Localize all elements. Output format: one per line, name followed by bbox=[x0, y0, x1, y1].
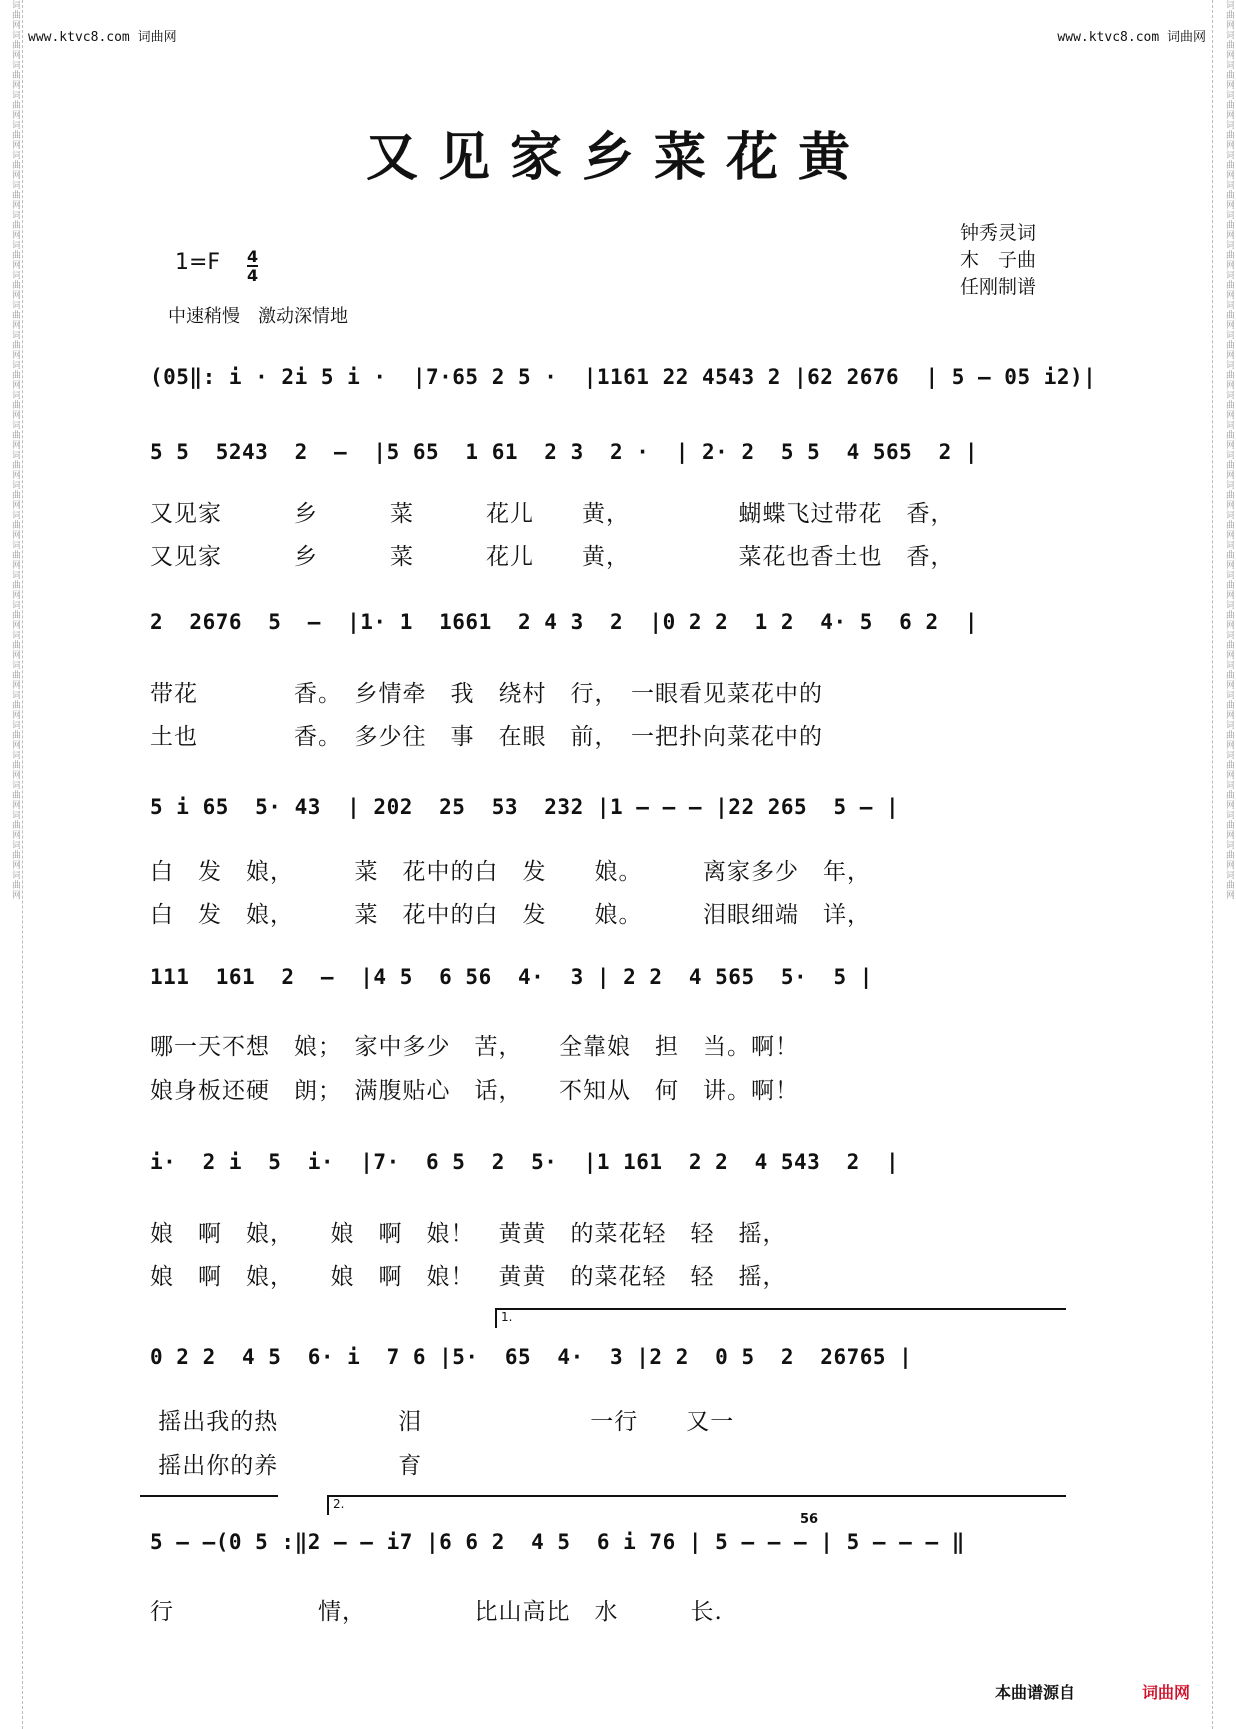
first-ending-bracket: 1. bbox=[495, 1308, 1066, 1328]
lyric-row-2-verse-1: 又见家 乡 菜 花儿 黄， 蝴蝶飞过带花 香， bbox=[150, 501, 955, 527]
site-label-left: www.ktvc8.com 词曲网 bbox=[28, 30, 177, 45]
composer-credit: 木 子曲 bbox=[959, 249, 1036, 271]
tempo-marking: 中速稍慢 激动深情地 bbox=[168, 306, 348, 327]
notation-row-1: (05‖: i · 2i 5 i · |7·65 2 5 · |1161 22 4543 2 |62 2676 | 5 – 05 i2)| bbox=[150, 365, 1097, 389]
notation-row-2: 5 5 5243 2 – |5 65 1 61 2 3 2 · | 2· 2 5 5 4 565 2 | bbox=[150, 440, 979, 464]
right-margin-line bbox=[1212, 0, 1213, 1729]
notation-row-4: 5 i 65 5· 43 | 202 25 53 232 |1 – – – |22 265 5 – | bbox=[150, 795, 900, 819]
arranger-credit: 任刚制谱 bbox=[959, 276, 1036, 298]
source-label: 本曲谱源自 bbox=[995, 1683, 1076, 1702]
song-title: 又见家乡菜花黄 bbox=[365, 127, 870, 188]
lyric-row-2-verse-2: 又见家 乡 菜 花儿 黄， 菜花也香土也 香， bbox=[150, 544, 955, 570]
lyric-row-5-verse-1: 哪一天不想 娘； 家中多少 苦， 全靠娘 担 当。啊！ bbox=[150, 1034, 799, 1060]
lyric-row-4-verse-1: 白 发 娘， 菜 花中的白 发 娘。 离家多少 年， bbox=[150, 859, 871, 885]
lyric-row-7-verse-1: 摇出我的热 泪 一行 又一 bbox=[150, 1409, 735, 1435]
time-signature bbox=[247, 248, 258, 284]
meter-top: 4 bbox=[247, 247, 259, 266]
lyric-row-6-verse-2: 娘 啊 娘， 娘 啊 娘！ 黄黄 的菜花轻 轻 摇， bbox=[150, 1264, 787, 1290]
notation-row-7: 0 2 2 4 5 6· i 7 6 |5· 65 4· 3 |2 2 0 5 2 26765 | bbox=[150, 1345, 913, 1369]
second-ending-bracket: 2. bbox=[327, 1495, 1066, 1515]
lyric-row-3-verse-1: 带花 香。 乡情牵 我 绕村 行， 一眼看见菜花中的 bbox=[150, 681, 823, 707]
lyric-row-8-verse-1: 行 情， 比山高比 水 长. bbox=[150, 1599, 723, 1625]
left-watermark-strip: 词曲网词曲网词曲网词曲网词曲网词曲网词曲网词曲网词曲网词曲网词曲网词曲网词曲网词曲网词曲网词曲网词曲网词曲网词曲网词曲网词曲网词曲网词曲网词曲网词曲网词曲网词曲网词曲网词曲网词曲网 bbox=[10, 0, 20, 900]
grace-note: 56 bbox=[800, 1512, 819, 1527]
left-margin-line bbox=[22, 0, 23, 1729]
lyric-row-5-verse-2: 娘身板还硬 朗； 满腹贴心 话， 不知从 何 讲。啊！ bbox=[150, 1078, 799, 1104]
lyric-row-6-verse-1: 娘 啊 娘， 娘 啊 娘！ 黄黄 的菜花轻 轻 摇， bbox=[150, 1221, 787, 1247]
right-watermark-strip: 词曲网词曲网词曲网词曲网词曲网词曲网词曲网词曲网词曲网词曲网词曲网词曲网词曲网词曲网词曲网词曲网词曲网词曲网词曲网词曲网词曲网词曲网词曲网词曲网词曲网词曲网词曲网词曲网词曲网词曲网 bbox=[1224, 0, 1234, 900]
meter-bottom: 4 bbox=[247, 266, 259, 285]
repeat-bracket-line bbox=[140, 1495, 278, 1497]
lyric-row-7-verse-2: 摇出你的养 育 bbox=[150, 1453, 423, 1479]
credits bbox=[960, 220, 1036, 301]
site-label-right: www.ktvc8.com 词曲网 bbox=[1057, 30, 1206, 45]
source-site-link[interactable]: 词曲网 bbox=[1142, 1683, 1191, 1702]
notation-row-6: i· 2 i 5 i· |7· 6 5 2 5· |1 161 2 2 4 543 2 | bbox=[150, 1150, 900, 1174]
lyric-row-4-verse-2: 白 发 娘， 菜 花中的白 发 娘。 泪眼细端 详， bbox=[150, 902, 871, 928]
notation-row-3: 2 2676 5 – |1· 1 1661 2 4 3 2 |0 2 2 1 2 4· 5 6 2 | bbox=[150, 610, 979, 634]
lyric-row-3-verse-2: 土也 香。 多少往 事 在眼 前， 一把扑向菜花中的 bbox=[150, 724, 823, 750]
notation-row-8: 5 – –(0 5 :‖2 – – i7 |6 6 2 4 5 6 i 76 | 5 – – – | 5 – – – ‖ bbox=[150, 1530, 965, 1554]
lyricist-credit: 钟秀灵词 bbox=[959, 222, 1036, 244]
key-signature: 1=F bbox=[175, 250, 221, 275]
notation-row-5: 111 161 2 – |4 5 6 56 4· 3 | 2 2 4 565 5· 5 | bbox=[150, 965, 873, 989]
